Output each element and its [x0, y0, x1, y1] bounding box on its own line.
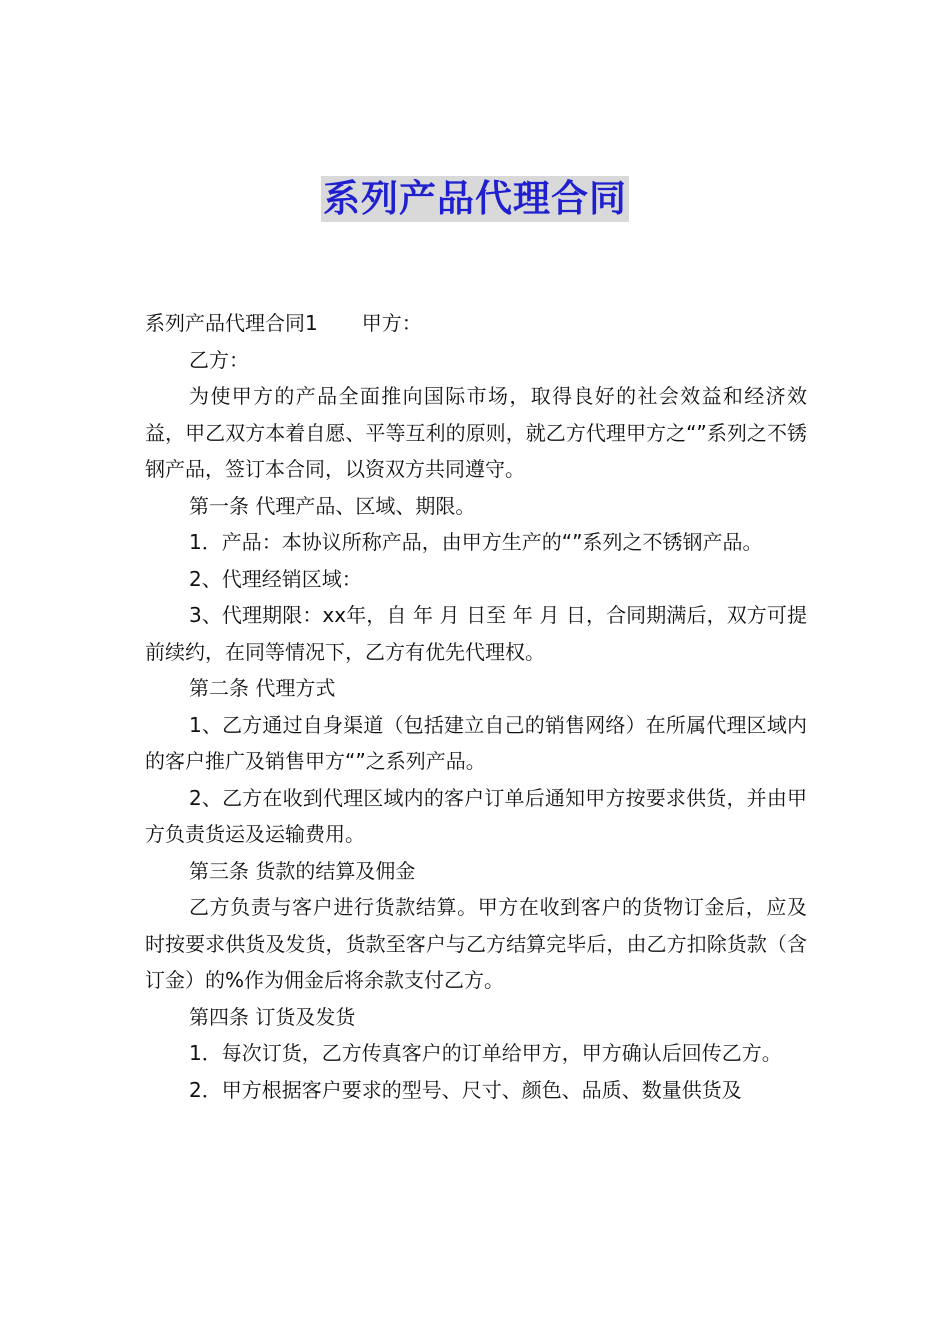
article-2-heading: 第二条 代理方式: [189, 676, 336, 700]
article-3-heading: 第三条 货款的结算及佣金: [189, 858, 416, 883]
article-1-clause-2: 2、代理经销区域：: [189, 566, 362, 591]
title-block: [0, 176, 950, 222]
article-1-heading: 第一条 代理产品、区域、期限。: [189, 493, 476, 518]
article-3-paragraph: 乙方负责与客户进行货款结算。甲方在收到客户的货物订金后，应及时按要求供货及发货，货款至客户与乙方结算完毕后，由乙方扣除货款（含订金）的%作为佣金后将余款支付乙方。: [145, 895, 807, 992]
article-4-heading: 第四条 订货及发货: [189, 1004, 356, 1029]
party-a-label: 甲方：: [361, 311, 422, 335]
document-title: 系列产品代理合同: [323, 177, 627, 220]
contract-subtitle: 系列产品代理合同1: [145, 311, 318, 335]
document-body: [145, 305, 807, 1108]
contract-header-line: [145, 305, 807, 342]
party-b-label: 乙方：: [189, 347, 249, 372]
article-2-clause-1: 1、乙方通过自身渠道（包括建立自己的销售网络）在所属代理区域内的客户推广及销售甲方“”之系列产品。: [145, 712, 807, 773]
article-1-clause-3: 3、代理期限：xx年，自 年 月 日至 年 月 日，合同期满后，双方可提前续约，在同等情况下，乙方有优先代理权。: [145, 603, 807, 664]
article-4-clause-2: 2．甲方根据客户要求的型号、尺寸、颜色、品质、数量供货及: [189, 1077, 742, 1102]
article-1-clause-1: 1．产品：本协议所称产品，由甲方生产的“”系列之不锈钢产品。: [189, 530, 763, 554]
article-4-clause-1: 1．每次订货，乙方传真客户的订单给甲方，甲方确认后回传乙方。: [189, 1041, 782, 1065]
article-2-clause-2: 2、乙方在收到代理区域内的客户订单后通知甲方按要求供货，并由甲方负责货运及运输费用。: [145, 785, 807, 846]
preamble-paragraph: 为使甲方的产品全面推向国际市场，取得良好的社会效益和经济效益，甲乙双方本着自愿、平等互利的原则，就乙方代理甲方之“”系列之不锈钢产品，签订本合同，以资双方共同遵守。: [145, 384, 807, 481]
